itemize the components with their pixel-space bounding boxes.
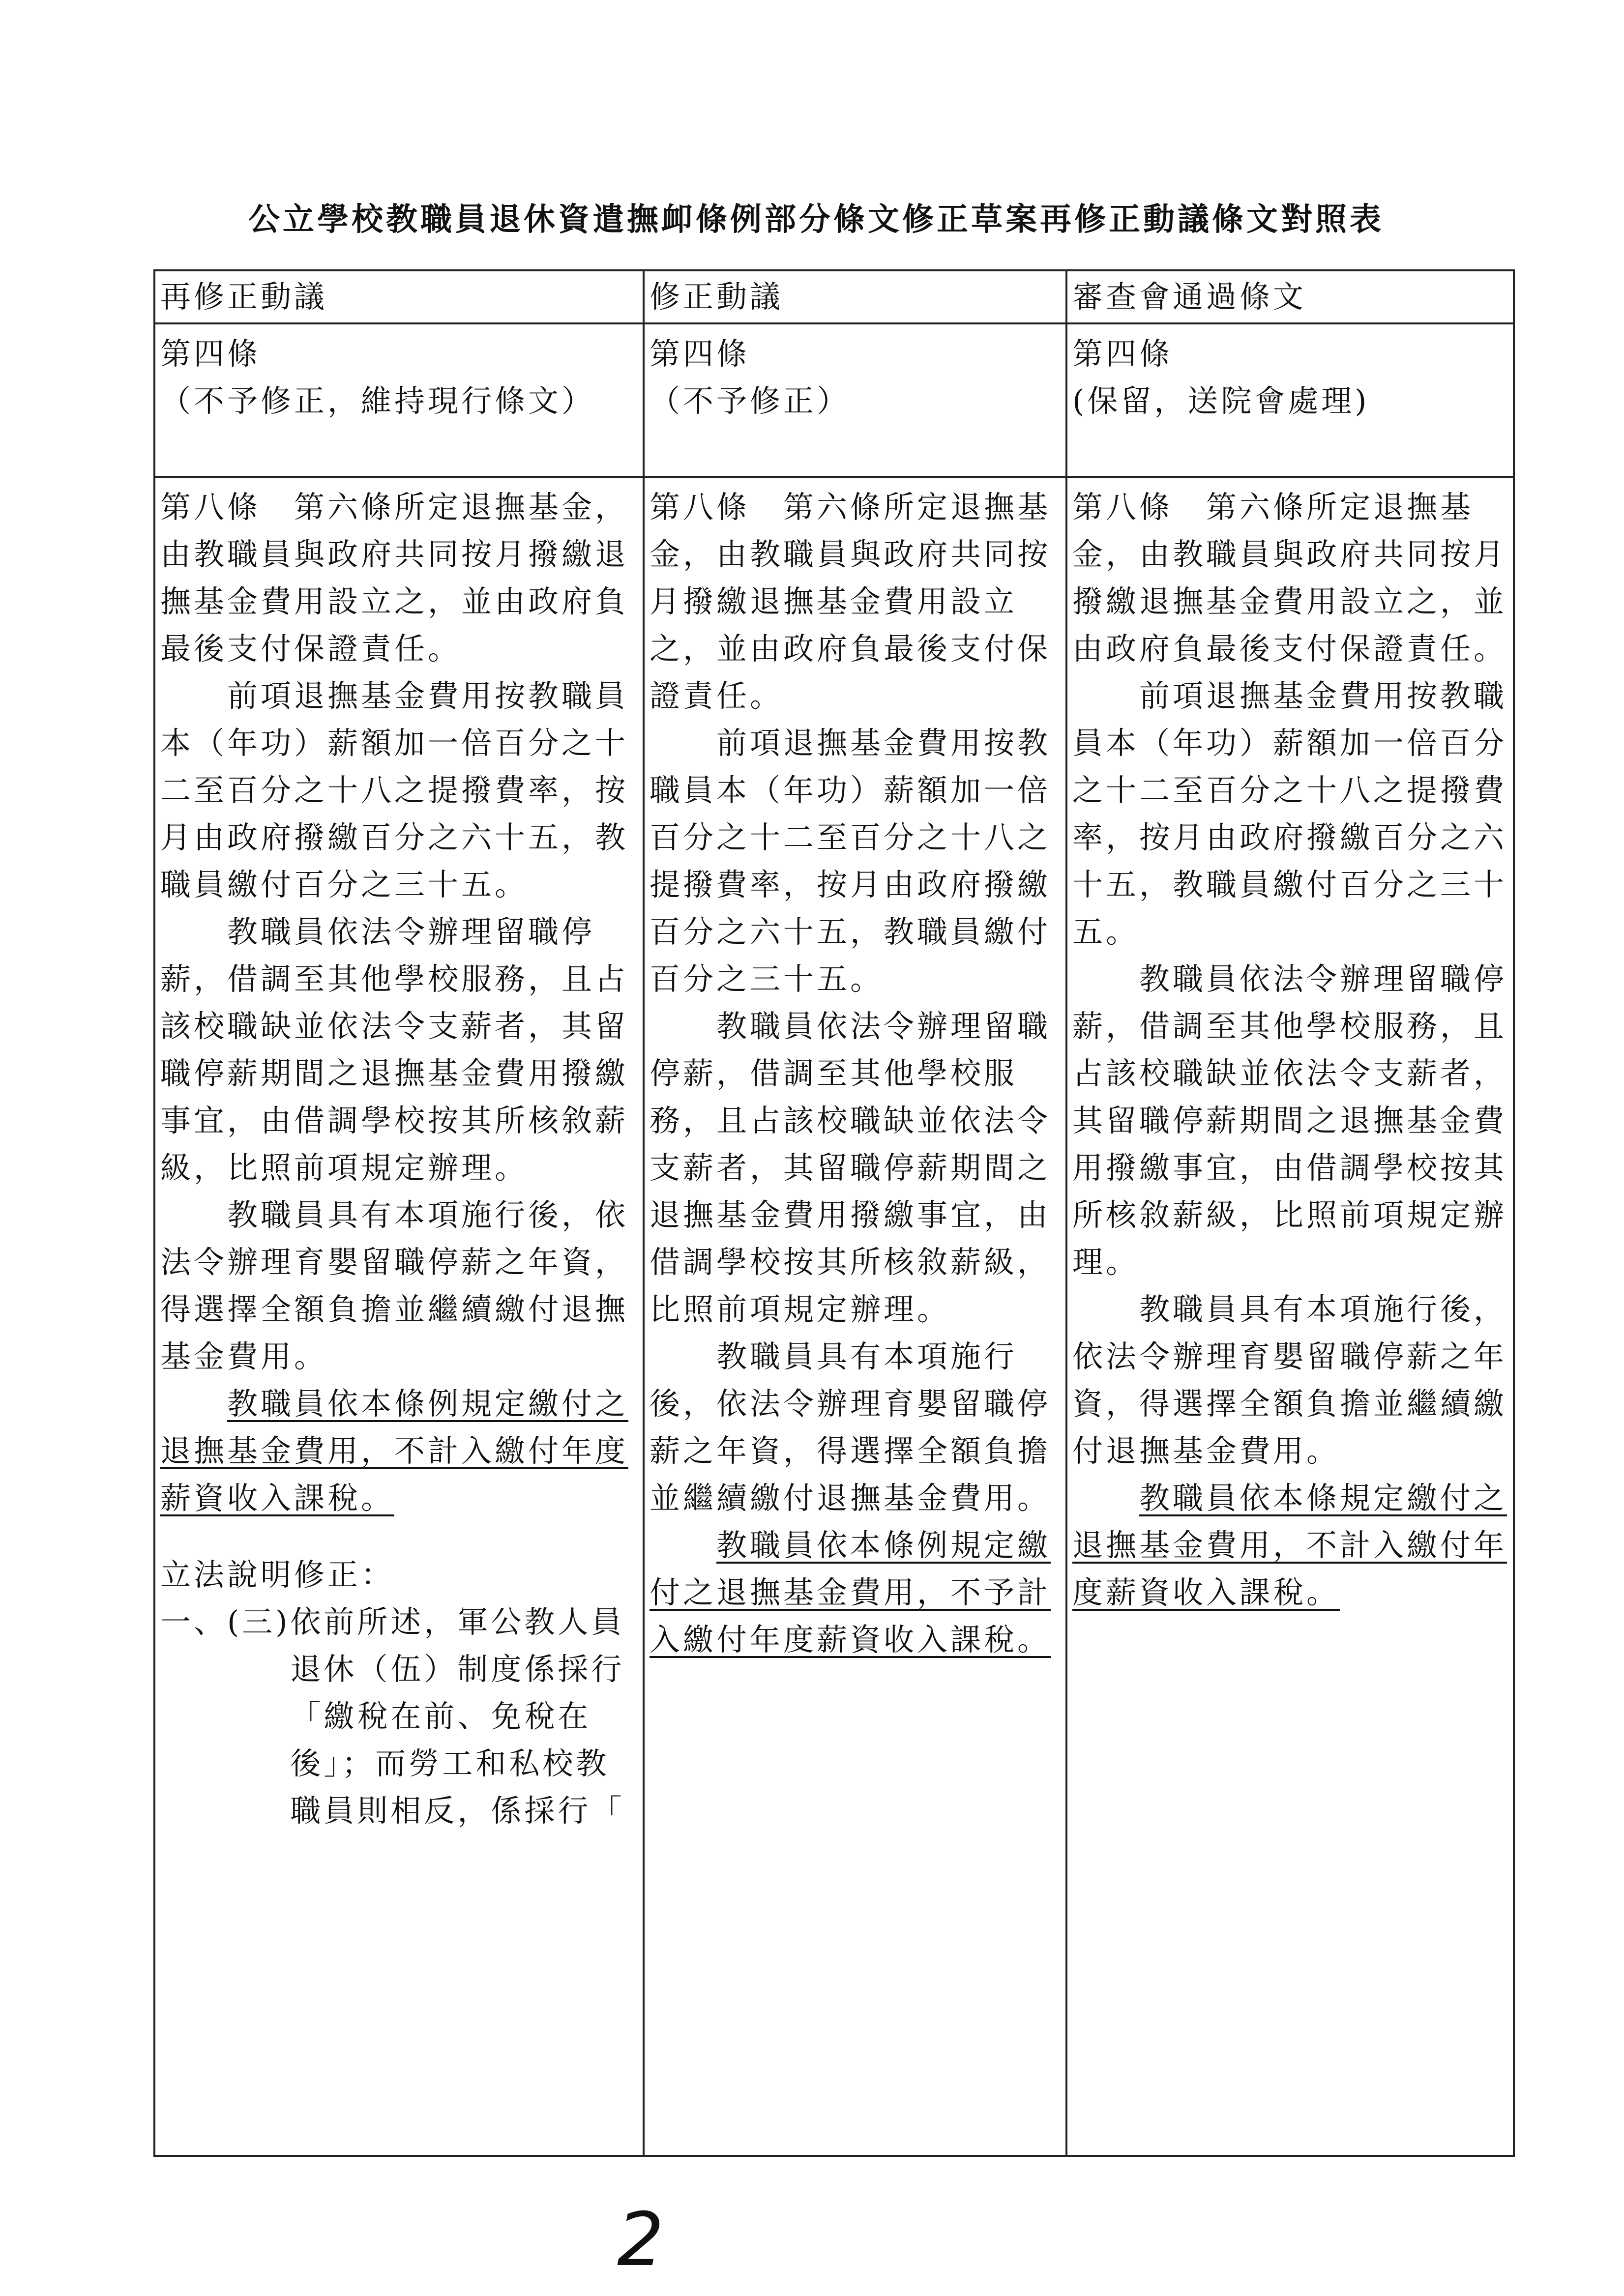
header-committee-approved: 審查會通過條文	[1066, 270, 1514, 323]
paragraph: 教職員依法令辦理留職停薪，借調至其他學校服務，且占該校職缺並依法令支薪者，其留職停薪期間之退撫基金費用撥繳事宜，由借調學校按其所核敘薪級，比照前項規定辦理。	[1072, 961, 1507, 1280]
paragraph: 教職員具有本項施行後，依法令辦理育嬰留職停薪之年資，得選擇全額負擔並繼續繳付退撫基金費用。	[160, 1197, 629, 1374]
paragraph: 前項退撫基金費用按教職員本（年功）薪額加一倍百分之十二至百分之十八之提撥費率，按月由政府撥繳百分之六十五，教職員繳付百分之三十五。	[160, 678, 629, 902]
paragraph: 第八條 第六條所定退撫基金，由教職員與政府共同按月撥繳退撫基金費用設立之，並由政府負最後支付保證責任。	[650, 489, 1051, 714]
comparison-table	[153, 269, 1515, 2157]
article8-cell-col1	[154, 477, 644, 2156]
paragraph: 教職員具有本項施行後，依法令辦理育嬰留職停薪之年資，得選擇全額負擔並繼續繳付退撫基金費用。	[1072, 1291, 1507, 1469]
paragraph: 前項退撫基金費用按教職員本（年功）薪額加一倍百分之十二至百分之十八之提撥費率，按月由政府撥繳百分之六十五，教職員繳付百分之三十五。	[650, 725, 1051, 997]
article4-cell-col2	[644, 323, 1066, 477]
indent	[160, 1386, 227, 1422]
article8-cell-col3	[1066, 477, 1514, 2156]
article4-cell-col1	[154, 323, 644, 477]
paragraph-amended	[160, 1380, 640, 1522]
underlined-amendment: 教職員依本條規定繳付之退撫基金費用，不計入繳付年度薪資收入課稅。	[1072, 1480, 1507, 1610]
article4-cell-col3	[1066, 323, 1514, 477]
table-header-row	[154, 270, 1514, 323]
header-revised-motion: 再修正動議	[154, 270, 644, 323]
note-number: 一、(三)	[160, 1604, 291, 1640]
legislative-note-item	[160, 1598, 640, 1834]
article-heading: 第四條	[1072, 336, 1173, 372]
paragraph: 第八條 第六條所定退撫基金，由教職員與政府共同按月撥繳退撫基金費用設立之，並由政府負最後支付保證責任。	[1072, 489, 1507, 667]
page-number: 2	[617, 2197, 664, 2283]
indent	[1072, 1480, 1139, 1516]
paragraph: 教職員具有本項施行後，依法令辦理育嬰留職停薪之年資，得選擇全額負擔並繼續繳付退撫基金費用。	[650, 1338, 1051, 1516]
article-note: (保留，送院會處理)	[1072, 383, 1370, 419]
article-note: （不予修正）	[650, 383, 851, 419]
underlined-amendment: 教職員依本條例規定繳付之退撫基金費用，不予計入繳付年度薪資收入課稅。	[650, 1527, 1051, 1657]
header-amendment-motion: 修正動議	[644, 270, 1066, 323]
legislative-note-heading: 立法說明修正：	[160, 1557, 395, 1593]
document-title: 公立學校教職員退休資遣撫卹條例部分條文修正草案再修正動議條文對照表	[248, 201, 1384, 238]
table-row-article-8	[154, 477, 1514, 2156]
article8-cell-col2	[644, 477, 1066, 2156]
article-note: （不予修正，維持現行條文）	[160, 383, 595, 419]
paragraph: 教職員依法令辦理留職停薪，借調至其他學校服務，且占該校職缺並依法令支薪者，其留職停薪期間之退撫基金費用撥繳事宜，由借調學校按其所核敘薪級，比照前項規定辦理。	[160, 914, 629, 1186]
paragraph-amended	[650, 1522, 1063, 1663]
underlined-amendment: 教職員依本條例規定繳付之退撫基金費用，不計入繳付年度薪資收入課稅。	[160, 1386, 629, 1516]
indent	[650, 1527, 716, 1563]
paragraph-amended	[1072, 1475, 1510, 1616]
article-heading: 第四條	[650, 336, 750, 372]
note-text: 依前所述，軍公教人員退休（伍）制度係採行「繳稅在前、免稅在後」；而勞工和私校教職員則相反，係採行「	[290, 1604, 625, 1829]
table-row-article-4	[154, 323, 1514, 477]
paragraph: 教職員依法令辦理留職停薪，借調至其他學校服務，且占該校職缺並依法令支薪者，其留職停薪期間之退撫基金費用撥繳事宜，由借調學校按其所核敘薪級，比照前項規定辦理。	[650, 1008, 1051, 1327]
article-heading: 第四條	[160, 336, 261, 372]
paragraph: 前項退撫基金費用按教職員本（年功）薪額加一倍百分之十二至百分之十八之提撥費率，按月由政府撥繳百分之六十五，教職員繳付百分之三十五。	[1072, 678, 1507, 950]
paragraph: 第八條 第六條所定退撫基金，由教職員與政府共同按月撥繳退撫基金費用設立之，並由政府負最後支付保證責任。	[160, 489, 629, 667]
